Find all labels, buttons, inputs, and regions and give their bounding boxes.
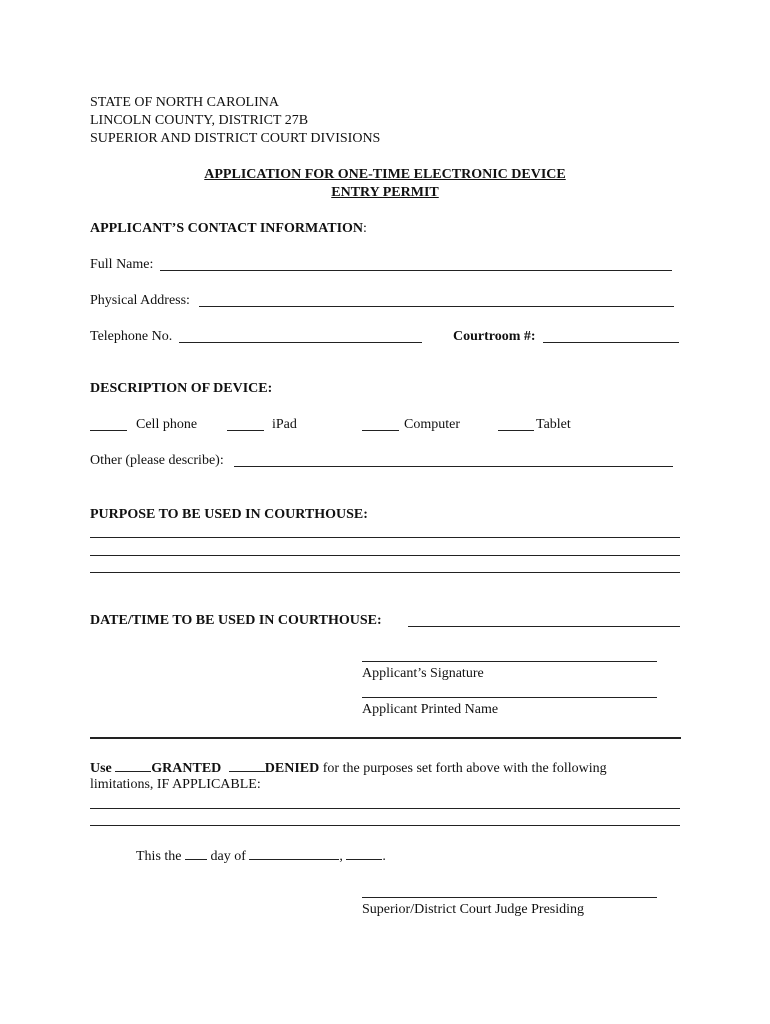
contact-heading [90, 220, 367, 238]
purpose-heading: PURPOSE TO BE USED IN COURTHOUSE: [90, 507, 368, 522]
applicant-signature-label: Applicant’s Signature [362, 666, 484, 681]
courtroom-label: Courtroom #: [453, 329, 536, 344]
computer-blank[interactable] [362, 430, 399, 431]
judge-signature-label: Superior/District Court Judge Presiding [362, 902, 585, 917]
datetime-field[interactable] [408, 626, 680, 627]
applicant-printed-name-label: Applicant Printed Name [362, 702, 499, 717]
day-blank[interactable] [185, 847, 207, 860]
section-divider [90, 737, 681, 739]
contact-heading-colon: : [363, 221, 367, 236]
use-label: Use [90, 761, 112, 776]
computer-label: Computer [404, 417, 460, 432]
header-county: LINCOLN COUNTY, DISTRICT 27B [90, 113, 309, 128]
limitations-line-1[interactable] [90, 808, 680, 809]
header-state: STATE OF NORTH CAROLINA [90, 95, 279, 110]
ruling-sentence: for the purposes set forth above with the following [319, 761, 607, 776]
ipad-blank[interactable] [227, 430, 264, 431]
denied-label: DENIED [264, 761, 320, 776]
limitations-line-2[interactable] [90, 825, 680, 826]
judge-signature-line[interactable] [362, 897, 657, 898]
applicant-signature-line[interactable] [362, 661, 657, 662]
tablet-blank[interactable] [498, 430, 534, 431]
ruling-line-2: limitations, IF APPLICABLE: [90, 777, 261, 792]
applicant-printed-name-line[interactable] [362, 697, 657, 698]
cell-phone-label: Cell phone [136, 417, 198, 432]
device-heading: DESCRIPTION OF DEVICE: [90, 381, 273, 396]
granted-blank[interactable] [115, 759, 151, 772]
date-period: . [382, 849, 386, 864]
full-name-field[interactable] [160, 270, 672, 271]
telephone-label: Telephone No. [90, 329, 173, 344]
address-field[interactable] [199, 306, 674, 307]
header-divisions: SUPERIOR AND DISTRICT COURT DIVISIONS [90, 131, 381, 146]
purpose-line-2[interactable] [90, 555, 680, 556]
ipad-label: iPad [272, 417, 297, 432]
this-the-label: This the [136, 849, 182, 864]
other-device-field[interactable] [234, 466, 673, 467]
datetime-heading: DATE/TIME TO BE USED IN COURTHOUSE: [90, 613, 382, 628]
contact-heading-text: APPLICANT’S CONTACT INFORMATION [90, 221, 364, 236]
month-blank[interactable] [249, 847, 339, 860]
purpose-line-1[interactable] [90, 537, 680, 538]
other-device-label: Other (please describe): [90, 453, 224, 468]
denied-blank[interactable] [229, 759, 265, 772]
form-title-line2: ENTRY PERMIT [331, 185, 439, 200]
cell-phone-blank[interactable] [90, 430, 127, 431]
date-comma: , [339, 849, 343, 864]
granted-label: GRANTED [151, 761, 222, 776]
full-name-label: Full Name: [90, 257, 154, 272]
year-blank[interactable] [346, 847, 382, 860]
day-of-label: day of [210, 849, 246, 864]
dated-line [136, 847, 386, 866]
courtroom-field[interactable] [543, 342, 679, 343]
telephone-field[interactable] [179, 342, 422, 343]
purpose-line-3[interactable] [90, 572, 680, 573]
form-title-line1: APPLICATION FOR ONE-TIME ELECTRONIC DEVICE [204, 167, 566, 182]
tablet-label: Tablet [536, 417, 571, 432]
address-label: Physical Address: [90, 293, 190, 308]
